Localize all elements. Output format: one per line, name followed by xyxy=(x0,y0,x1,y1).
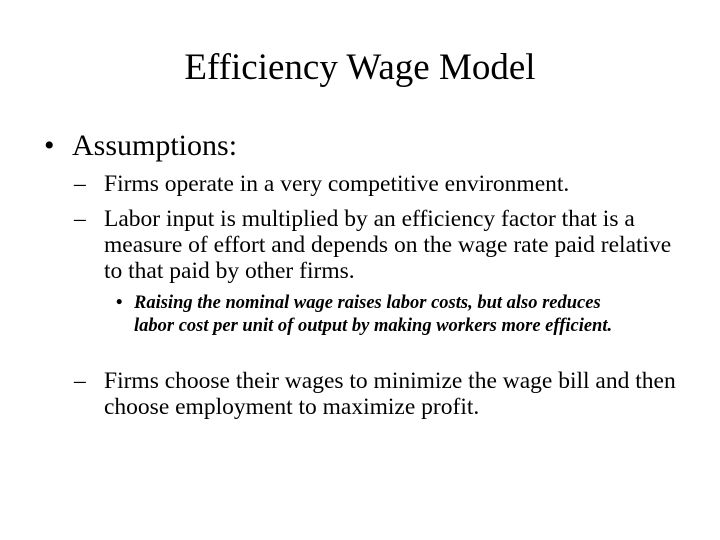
bullet-marker: • xyxy=(116,293,123,313)
assumption-item xyxy=(74,368,694,420)
bullet-marker: • xyxy=(44,129,55,162)
assumption-text: Firms operate in a very competitive environment. xyxy=(104,171,570,197)
sub-bullet xyxy=(116,292,616,338)
sub-bullet-text: Raising the nominal wage raises labor costs, but also reduces labor cost per unit of output by making workers more efficient. xyxy=(134,293,613,336)
assumption-text: Firms choose their wages to minimize the wage bill and then choose employment to maximize profit. xyxy=(104,368,676,420)
assumptions-bullet xyxy=(44,129,684,163)
dash-marker: – xyxy=(74,368,86,394)
dash-marker: – xyxy=(74,171,86,197)
assumption-text: Labor input is multiplied by an efficiency factor that is a measure of effort and depends on the wage rate paid relative to that paid by other firms. xyxy=(104,206,672,284)
slide-title: Efficiency Wage Model xyxy=(184,47,536,88)
dash-marker: – xyxy=(74,206,86,232)
assumptions-heading: Assumptions: xyxy=(72,129,238,162)
assumption-item xyxy=(74,206,694,284)
assumption-item xyxy=(74,171,694,197)
